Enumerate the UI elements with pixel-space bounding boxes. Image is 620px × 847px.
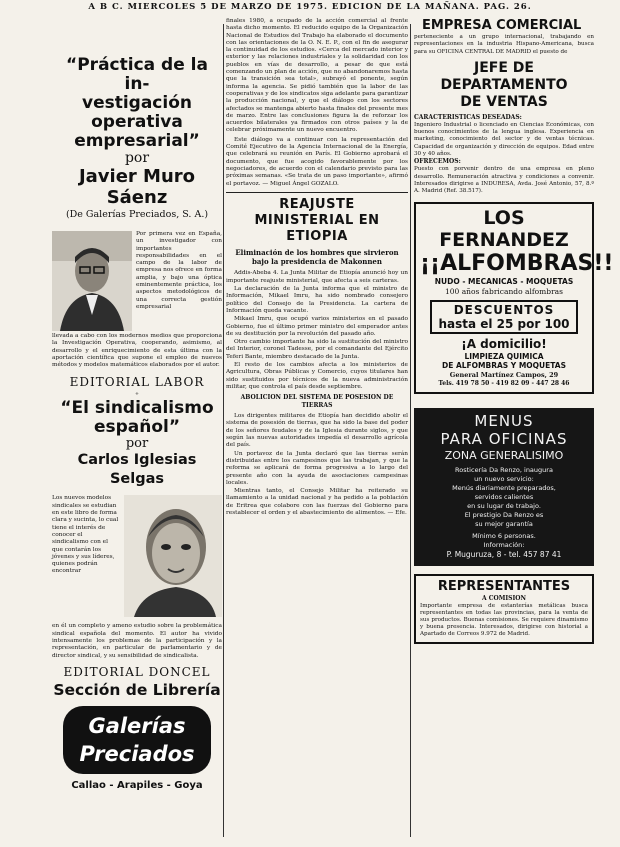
book2-author: Carlos Iglesias Selgas [77, 452, 197, 488]
galerias-logo: Galerías Preciados [63, 706, 211, 774]
ad-menus-oficinas [414, 408, 594, 566]
article-top-text: finales 1980, a ocupado de la acción comercial al frente hasta dicho momento. El reducido equipo de la Organización Nacional de Estudios del Trabajo ha elaborado el documento con las orientaciones de la O. N. E. P., con el fin de asegurar la continuidad de los estudios. «Cerca del mercado interior y exterior y las relaciones industriales y la solidaridad con los pueblos en vías de desarrollo, a pesar de que está comenzando un plan de acción, que no abandonaremos hasta que la transición sea total», subrayó el ponente, según informa la agencia. Se pidió también que la labor de las cooperativas y de los sindicatos siga adelante para garantizar la producción nacional, y que el diálogo con los sectores afectados se mantenga abierto hasta finales del presente mes de marzo. Entre las conclusiones figura la de reforzar los acuerdos bilaterales ya firmados con otros países y la de celebrar próximamente un nuevo encuentro. [226, 18, 408, 134]
ad3-title: MENUS [474, 411, 534, 430]
ornament: + [134, 391, 140, 398]
paragraph: La declaración de la Junta informa que el ministro de Información, Mikael Imru, ha sido nombrado consejero político del Consejo de la Presidencia. La cartera de Información queda vacante. [226, 286, 408, 314]
divider [226, 192, 408, 193]
ad3-line: El prestigio Da Renzo es [464, 510, 544, 519]
ad3-line: un nuevo servicio: [474, 474, 534, 483]
paragraph: Los dirigentes militares de Etiopía han decidido abolir el sistema de posesión de tierras, que ha sido la base del poder de los señores feudales y de la Iglesia durante siglos, y que según las nuevas autoridades impedía el desarrollo agrícola del país. [226, 413, 408, 449]
paragraph: Un portavoz de la Junta declaró que las tierras serán distribuidas entre los campesinos que las trabajan, y que la reforma se aplicará de forma progresiva a lo largo del presente año con la ayuda de asociaciones campesinas locales. [226, 450, 408, 486]
ad2-address: General Martínez Campos, 29 [449, 370, 559, 379]
ad1-headline: JEFE DE DEPARTAMENTO [440, 59, 568, 93]
ad2-product: ¡¡ALFOMBRAS!! [420, 250, 614, 276]
ad1-title: EMPRESA COMERCIAL [422, 18, 582, 33]
ad2-name: LOS FERNANDEZ [439, 206, 569, 251]
paragraph: Mientras tanto, el Consejo Militar ha reiterado su llamamiento a la unidad nacional y ha pedido a la población de Eritrea que colabore con las fuerzas del Gobierno para restablecer el orden y el abastecimiento de alimentos. — Efe. [226, 488, 408, 517]
ad4-sub: A COMISION [481, 594, 527, 602]
ad1-intro: perteneciente a un grupo internacional, trabajando en representaciones en la industria Hispano-Americana, busca para su OFICINA CENTRAL DE MADRID el puesto de [414, 34, 594, 55]
ad3-info-label: Información: [483, 540, 525, 549]
book2-text: Los nuevos modelos sindicales se estudian en este libro de forma clara y sucinta, lo cual tiene el interés de conocer el sindicalismo con el que contarán los jóvenes y sus líderes, quienes podrán encontrar [52, 495, 119, 575]
column-ads [414, 18, 614, 644]
ad4-title: REPRESENTANTES [437, 578, 571, 594]
ad-empresa-comercial [414, 18, 594, 196]
column-books [52, 18, 222, 793]
paragraph: Mikael Imru, que ocupó varios ministerios en el pasado Gobierno, fue el último primer ministro del emperador antes de su destitución por la revolución del pasado año. [226, 316, 408, 337]
ad3-line: Rosticería Da Renzo, inaugura [455, 465, 553, 474]
book1-author: Javier Muro Sáenz [78, 166, 196, 208]
ad2-home-title: ¡A domicilio! [461, 336, 547, 351]
ad3-minimum: Mínimo 6 personas. [472, 531, 536, 540]
ad3-title2: PARA OFICINAS [440, 429, 568, 448]
ad2-discount-value: hasta el 25 por 100 [438, 316, 570, 331]
ad3-line: Menús diariamente preparados, [452, 483, 556, 492]
paragraph: Addis-Abeba 4. La Junta Militar de Etiopía anunció hoy un importante reajuste ministerial, que afecta a seis carteras. [226, 270, 408, 284]
book1-publisher: EDITORIAL LABOR [69, 375, 205, 390]
book2-by: por [125, 436, 149, 452]
ad2-discount-title: DESCUENTOS [453, 302, 555, 317]
book2-text-cont: en él un completo y ameno estudio sobre la problemática sindical española del momento. El autor ha vivido intensamente los problemas de la participación y la representación, en particular de parlamentario y de director sindical, y su sensibilidad de sindicalista. [52, 623, 222, 659]
ad1-char-title: CARACTERISTICAS DESEADAS: [414, 113, 522, 121]
book2-title: “El sindicalismo español” [60, 398, 214, 438]
ad2-home-line1: LIMPIEZA QUIMICA [464, 351, 544, 361]
ad2-phones: Tels. 419 78 50 - 419 82 09 - 447 28 46 [438, 379, 570, 387]
ad2-home-line2: DE ALFOMBRAS Y MOQUETAS [441, 361, 567, 371]
ad1-char-text: Ingeniero Industrial o licenciado en Ciencias Económicas, con buenos conocimientos de la lengua inglesa. Experiencia en marketing, conocimiento del sector y de ventas técnicas. Capacidad de organización y dirección de equipos. Edad entre 30 y 40 años. [414, 121, 594, 158]
book1-text-cont: llevada a cabo con los modernos medios que proporciona la Investigación Operativa, cooperando, asimismo, al desarrollo y el enriquecimiento de esta última con la aportación científica que supone el empleo de nuevos métodos y modelos matemáticos elaborados por el autor. [52, 333, 222, 369]
ad3-address: P. Muguruza, 8 - tel. 457 87 41 [446, 549, 562, 559]
book1-affiliation: (De Galerías Preciados, S. A.) [65, 209, 209, 220]
book2-publisher: EDITORIAL DONCEL [63, 664, 211, 679]
ad3-line: servidos calientes [474, 492, 534, 501]
ad2-discount-box [430, 300, 578, 334]
article-mid-text: Este diálogo va a continuar con la representación del Comité Ejecutivo de la Agencia Internacional de la Energía, que celebrará su reunión en París. El Gobierno aprobará el documento, que fue acogido favorablemente por los negociadores, de acuerdo con el calendario previsto para las próximas semanas. «Se trata de un paso importante», afirmó el portavoz. — Miguel Ángel GOZALO. [226, 136, 408, 187]
ad1-offer-title: OFRECEMOS: [414, 158, 461, 166]
ad3-line: su mejor garantía [475, 519, 533, 528]
ad1-offer-text: Puesto con porvenir dentro de una empresa en pleno desarrollo. Remuneración atractiva y condiciones a convenir. Interesados dirigirse a INDURESA, Avda. José Antonio, 57, 8.º A. Madrid (Ref. 38.517). [414, 166, 594, 195]
store-list: Callao - Arapiles - Goya [71, 779, 203, 791]
subsection-title: ABOLICION DEL SISTEMA DE POSESION DE TIERRAS [240, 394, 394, 410]
book1-by: por [124, 150, 150, 166]
book1-text: Por primera vez en España, un investigador con importantes responsabilidades en el campo de la labor de empresa nos ofrece en forma amplia, y bajo una óptica eminentemente práctica, los aspectos metodológicos de una correcta gestión empresarial [136, 231, 222, 310]
book1-title: “Práctica de la in- vestigación operativa empresarial” [66, 55, 208, 151]
section-title: Sección de Librería [53, 680, 221, 699]
ad3-zone: ZONA GENERALISIMO [444, 448, 564, 462]
column-rule [223, 24, 224, 837]
column-rule [410, 24, 411, 837]
ad4-body: Importante empresa de estanterías metálicas busca representantes en todas las provincias, para la venta de sus productos. Buenas comisiones. Se requiere dinamismo y buena presencia. Interesados, dirigirse con historial a Apartado de Correos 9.972 de Madrid. [420, 602, 588, 637]
headline: REAJUSTE MINISTERIAL EN ETIOPIA [254, 196, 380, 244]
column-news [226, 18, 408, 517]
author2-photo [124, 495, 222, 621]
page-header: A B C. MIERCOLES 5 DE MARZO DE 1975. EDICION DE LA MAÑANA. PAG. 26. [88, 2, 532, 12]
paragraph: El resto de los cambios afecta a los ministerios de Agricultura, Obras Públicas y Comercio, cuyos titulares han sido sustituidos por técnicos de la nueva administración militar, que controla el país desde septiembre. [226, 361, 408, 390]
ad3-line: en su lugar de trabajo. [467, 501, 541, 510]
ad-los-fernandez [414, 202, 614, 394]
paragraph: Otro cambio importante ha sido la sustitución del ministro del Interior, coronel Tadesse, por el comandante del Ejército Teferi Bante, miembro destacado de la Junta. [226, 339, 408, 360]
ad-representantes [414, 574, 594, 644]
ad2-types: NUDO - MECANICAS - MOQUETAS [434, 276, 574, 286]
ad1-headline2: DE VENTAS [460, 93, 548, 110]
ad2-years: 100 años fabricando alfombras [445, 286, 563, 296]
author-photo [52, 231, 132, 331]
subheadline: Eliminación de los hombres que sirvieron bajo la presidencia de Makonnen [235, 247, 399, 266]
